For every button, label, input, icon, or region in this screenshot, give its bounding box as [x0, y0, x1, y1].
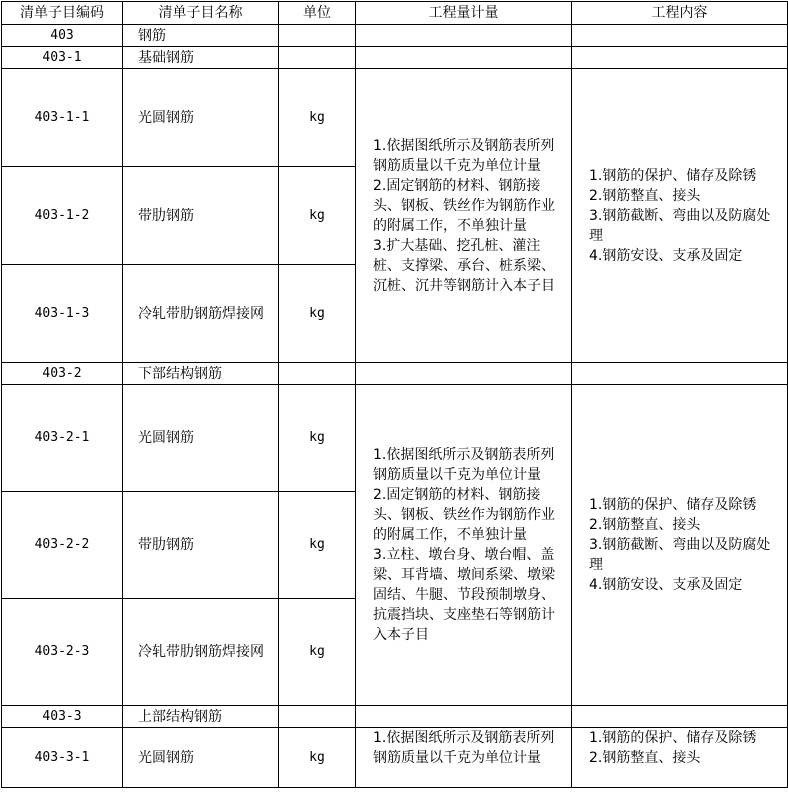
measurement-cell: [356, 385, 572, 706]
table-row: [2, 385, 788, 492]
measurement-text: 1.依据图纸所示及钢筋表所列钢筋质量以千克为单位计量: [373, 137, 555, 174]
item-code: 403-3-1: [2, 728, 123, 788]
item-name: 钢筋: [123, 25, 279, 47]
item-code: 403-1-1: [2, 69, 123, 167]
content-text: 1.钢筋的保护、储存及除锈: [589, 730, 757, 746]
item-code: 403: [2, 25, 123, 47]
content-cell: [572, 69, 788, 363]
table-row: [2, 25, 788, 47]
content-cell: [572, 728, 788, 788]
content-text: 2.钢筋整直、接头: [589, 517, 701, 533]
item-name: 下部结构钢筋: [123, 363, 279, 385]
item-unit: kg: [279, 265, 356, 363]
content-cell: [572, 385, 788, 706]
item-unit: kg: [279, 492, 356, 599]
content-text: 1.钢筋的保护、储存及除锈: [589, 167, 757, 184]
item-code: 403-1-3: [2, 265, 123, 363]
item-unit: kg: [279, 69, 356, 167]
item-code: 403-2-3: [2, 599, 123, 706]
item-code: 403-1-2: [2, 167, 123, 265]
item-unit: kg: [279, 599, 356, 706]
item-code: 403-2-1: [2, 385, 123, 492]
header-content: 工程内容: [572, 2, 788, 25]
item-name: 冷轧带肋钢筋焊接网: [123, 599, 279, 706]
measurement-text: 2.固定钢筋的材料、钢筋接头、钢板、铁丝作为钢筋作业的附属工作，不单独计量: [373, 487, 555, 543]
content-text: 3.钢筋截断、弯曲以及防腐处理: [589, 207, 771, 244]
table-row: [2, 69, 788, 167]
item-name: 带肋钢筋: [123, 492, 279, 599]
header-name: 清单子目名称: [123, 2, 279, 25]
measurement-text: 1.依据图纸所示及钢筋表所列钢筋质量以千克为单位计量: [373, 447, 555, 483]
measurement-text: 2.固定钢筋的材料、钢筋接头、钢板、铁丝作为钢筋作业的附属工作，不单独计量: [373, 177, 555, 234]
item-code: 403-2-2: [2, 492, 123, 599]
item-name: 光圆钢筋: [123, 728, 279, 788]
header-code: 清单子目编码: [2, 2, 123, 25]
content-text: 1.钢筋的保护、储存及除锈: [589, 497, 757, 513]
measurement-text: 3.立柱、墩台身、墩台帽、盖梁、耳背墙、墩间系梁、墩梁固结、牛腿、节段预制墩身、抗震挡块、支座垫石等钢筋计入本子目: [373, 547, 555, 643]
item-code: 403-1: [2, 47, 123, 69]
item-unit: kg: [279, 728, 356, 788]
item-name: 冷轧带肋钢筋焊接网: [123, 265, 279, 363]
header-unit: 单位: [279, 2, 356, 25]
table-row: [2, 706, 788, 728]
item-unit: kg: [279, 167, 356, 265]
table-row: [2, 363, 788, 385]
item-name: 上部结构钢筋: [123, 706, 279, 728]
content-text: 4.钢筋安设、支承及固定: [589, 577, 743, 593]
item-unit: kg: [279, 385, 356, 492]
item-code: 403-2: [2, 363, 123, 385]
table-row: [2, 47, 788, 69]
item-name: 带肋钢筋: [123, 167, 279, 265]
header-measurement: 工程量计量: [356, 2, 572, 25]
content-text: 2.钢筋整直、接头: [589, 750, 701, 766]
table-row: [2, 728, 788, 788]
bill-of-quantities-table: [1, 1, 788, 788]
measurement-text: 3.扩大基础、挖孔桩、灌注桩、支撑梁、承台、桩系梁、沉桩、沉井等钢筋计入本子目: [373, 237, 555, 294]
measurement-cell: [356, 69, 572, 363]
item-code: 403-3: [2, 706, 123, 728]
header-row: [2, 2, 788, 25]
content-text: 3.钢筋截断、弯曲以及防腐处理: [589, 537, 771, 573]
item-name: 基础钢筋: [123, 47, 279, 69]
measurement-text: 1.依据图纸所示及钢筋表所列钢筋质量以千克为单位计量: [373, 730, 555, 766]
measurement-cell: [356, 728, 572, 788]
item-name: 光圆钢筋: [123, 69, 279, 167]
content-text: 4.钢筋安设、支承及固定: [589, 247, 743, 264]
content-text: 2.钢筋整直、接头: [589, 187, 701, 204]
item-name: 光圆钢筋: [123, 385, 279, 492]
